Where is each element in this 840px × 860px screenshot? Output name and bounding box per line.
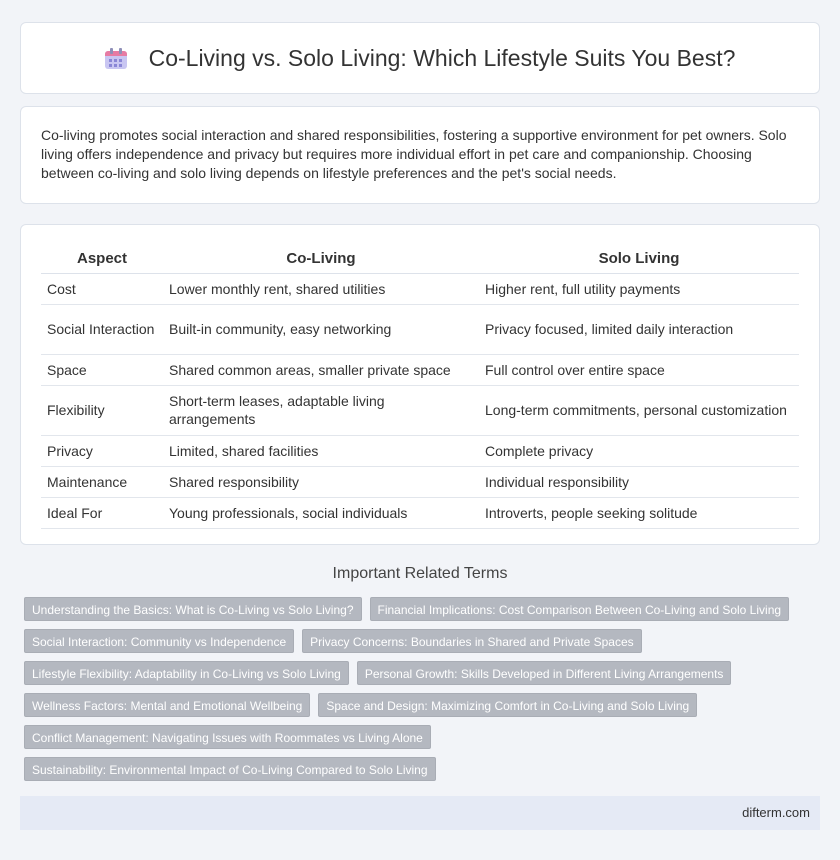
cell-aspect: Privacy bbox=[41, 435, 163, 466]
cell-co-living: Young professionals, social individuals bbox=[163, 497, 479, 528]
page-title bbox=[105, 45, 736, 72]
related-term-tag[interactable]: Financial Implications: Cost Comparison Between Co-Living and Solo Living bbox=[370, 597, 790, 621]
related-term-tag[interactable]: Understanding the Basics: What is Co-Living vs Solo Living? bbox=[24, 597, 362, 621]
cell-aspect: Social Interaction bbox=[41, 304, 163, 354]
calendar-icon bbox=[105, 47, 127, 69]
intro-text: Co-living promotes social interaction and shared responsibilities, fostering a supportive environment for pet owners. Solo living offers independence and privacy but requires more individual effort in pet care and companionship. Choosing between co-living and solo living depends on lifestyle preferences and the pet's social needs. bbox=[41, 127, 787, 181]
cell-co-living: Limited, shared facilities bbox=[163, 435, 479, 466]
cell-co-living: Built-in community, easy networking bbox=[163, 304, 479, 354]
related-terms-title: Important Related Terms bbox=[332, 565, 508, 582]
cell-aspect: Space bbox=[41, 354, 163, 385]
related-term-tag[interactable]: Personal Growth: Skills Developed in Different Living Arrangements bbox=[357, 661, 732, 685]
cell-solo-living: Complete privacy bbox=[479, 435, 799, 466]
comparison-table-card bbox=[20, 224, 820, 545]
related-term-tag[interactable]: Lifestyle Flexibility: Adaptability in Co-Living vs Solo Living bbox=[24, 661, 349, 685]
table-row bbox=[41, 385, 799, 435]
cell-solo-living: Higher rent, full utility payments bbox=[479, 273, 799, 304]
header-aspect: Aspect bbox=[41, 245, 163, 273]
table-row bbox=[41, 354, 799, 385]
table-row bbox=[41, 304, 799, 354]
footer-site-link[interactable]: difterm.com bbox=[742, 805, 810, 820]
cell-aspect: Ideal For bbox=[41, 497, 163, 528]
related-term-tag[interactable]: Space and Design: Maximizing Comfort in Co-Living and Solo Living bbox=[318, 693, 697, 717]
comparison-table bbox=[41, 245, 799, 529]
title-card bbox=[20, 22, 820, 94]
cell-solo-living: Privacy focused, limited daily interaction bbox=[479, 304, 799, 354]
cell-solo-living: Introverts, people seeking solitude bbox=[479, 497, 799, 528]
related-term-tag[interactable]: Wellness Factors: Mental and Emotional Wellbeing bbox=[24, 693, 310, 717]
table-row bbox=[41, 466, 799, 497]
cell-co-living: Short-term leases, adaptable living arrangements bbox=[163, 385, 479, 435]
table-row bbox=[41, 435, 799, 466]
footer bbox=[20, 796, 820, 830]
related-term-tag[interactable]: Social Interaction: Community vs Independence bbox=[24, 629, 294, 653]
table-header-row bbox=[41, 245, 799, 273]
header-co-living: Co-Living bbox=[163, 245, 479, 273]
cell-solo-living: Full control over entire space bbox=[479, 354, 799, 385]
cell-co-living: Shared common areas, smaller private space bbox=[163, 354, 479, 385]
cell-aspect: Cost bbox=[41, 273, 163, 304]
cell-co-living: Lower monthly rent, shared utilities bbox=[163, 273, 479, 304]
table-row bbox=[41, 497, 799, 528]
cell-co-living: Shared responsibility bbox=[163, 466, 479, 497]
related-term-tag[interactable]: Privacy Concerns: Boundaries in Shared and Private Spaces bbox=[302, 629, 642, 653]
related-term-tag[interactable]: Sustainability: Environmental Impact of Co-Living Compared to Solo Living bbox=[24, 757, 436, 781]
table-row bbox=[41, 273, 799, 304]
intro-card bbox=[20, 106, 820, 204]
header-solo-living: Solo Living bbox=[479, 245, 799, 273]
cell-solo-living: Individual responsibility bbox=[479, 466, 799, 497]
page-title-text: Co-Living vs. Solo Living: Which Lifestyle Suits You Best? bbox=[148, 44, 736, 71]
cell-aspect: Flexibility bbox=[41, 385, 163, 435]
cell-aspect: Maintenance bbox=[41, 466, 163, 497]
related-term-tag[interactable]: Conflict Management: Navigating Issues with Roommates vs Living Alone bbox=[24, 725, 431, 749]
cell-solo-living: Long-term commitments, personal customization bbox=[479, 385, 799, 435]
related-terms-list bbox=[24, 597, 820, 789]
